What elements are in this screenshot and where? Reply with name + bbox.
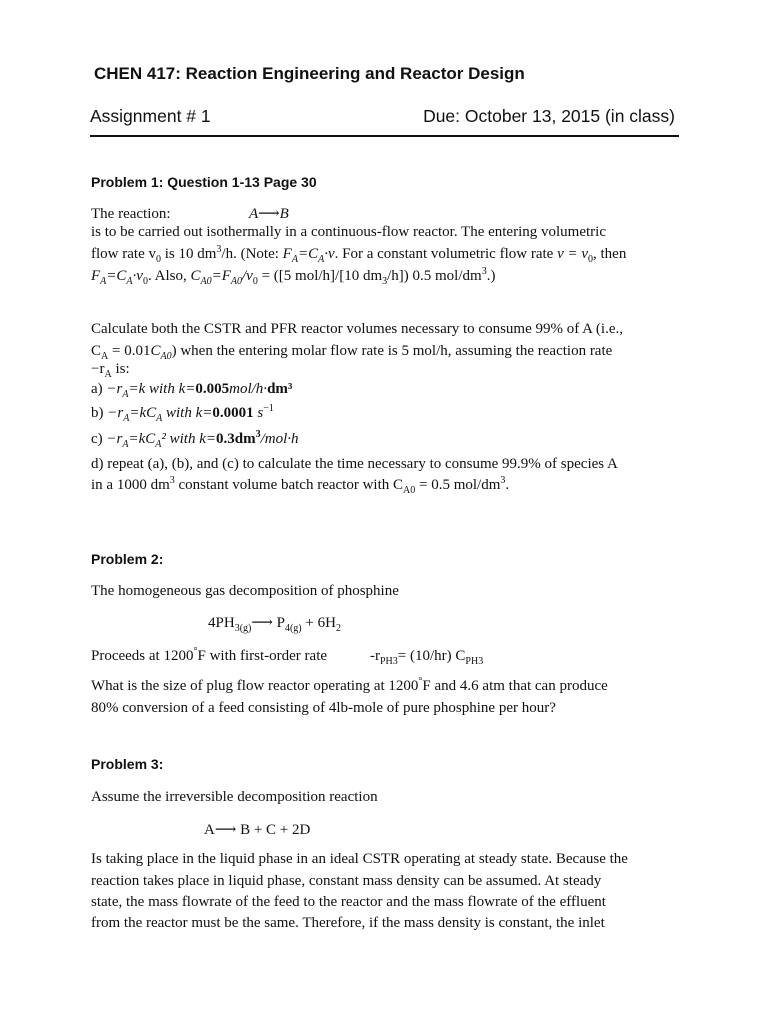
rate-option-d-line-2: in a 1000 $dm^3$ constant volume batch reactor with $C_{A0} = 0.5$ mol/$dm^3$. [91, 475, 510, 496]
course-title: CHEN 417: Reaction Engineering and Reactor Design [94, 64, 525, 83]
problem-2-question-line-2: 80% conversion of a feed consisting of 4lb-mole of pure phosphine per hour? [91, 700, 556, 716]
header-divider [90, 135, 679, 137]
due-date: Due: October 13, 2015 (in class) [423, 106, 675, 126]
problem-3-line-4: from the reactor must be the same. Therefore, if the mass density is constant, the inlet [91, 915, 605, 931]
rate-option-d-line-1: d) repeat (a), (b), and (c) to calculate the time necessary to consume 99.9% of species A [91, 456, 618, 472]
problem-3-line-2: reaction takes place in liquid phase, constant mass density can be assumed. At steady [91, 873, 602, 889]
problem-2-proceeds: Proceeds at 1200°F with first-order rate [91, 646, 328, 664]
problem-2-rate-law: $-r_{PH3}= (10/hr)$ $C_{PH3}$ [370, 648, 484, 667]
reaction-label: The reaction: [91, 206, 171, 222]
problem-1-para2-line-2: $C_A = 0.01C_{A0}$) when the entering molar flow rate is 5 mol/h, assuming the reaction rate [91, 343, 613, 362]
problem-2-question-line-1: What is the size of plug flow reactor operating at 1200°F and 4.6 atm that can produce [91, 676, 608, 694]
problem-1-para2-line-3: $-r_A$ is: [91, 361, 130, 380]
rate-option-a: $a) -r_A=k$ with k=0.005mol/h·dm³ [91, 381, 293, 400]
problem-3-line-3: state, the mass flowrate of the feed to the reactor and the mass flowrate of the effluent [91, 894, 606, 910]
problem-1-line-2: flow rate $v_0$ is 10 $dm^3/h$. (Note: $F_A=C_A\cdot v$. For a constant volumetric flow rate $v = v_0$, then [91, 244, 627, 265]
rate-option-c: $c) -r_A=kC_A^2$ with $k=0.3dm^3/mol\cdot h$ [91, 429, 299, 450]
phosphine-equation: $4PH_{3(g)}⟶$ $P_{4(g)} + 6H_2$ [208, 615, 341, 634]
decomposition-equation: A⟶ B + C + 2D [204, 822, 311, 838]
problem-3-line-1: Is taking place in the liquid phase in an ideal CSTR operating at steady state. Because the [91, 851, 628, 867]
reaction-equation: A⟶B [249, 206, 289, 222]
problem-2-intro: The homogeneous gas decomposition of phosphine [91, 583, 399, 599]
problem-1-para2-line-1: Calculate both the CSTR and PFR reactor volumes necessary to consume 99% of A (i.e., [91, 321, 623, 337]
problem-3-intro: Assume the irreversible decomposition reaction [91, 789, 378, 805]
problem-1-line-1: is to be carried out isothermally in a continuous-flow reactor. The entering volumetric [91, 224, 606, 240]
problem-1-line-3: $F_A=C_A\cdot v_0$. Also, $C_{A0}=F_{A0}/v_0 = ([5$ mol/h]/[10 $dm_3/h$]) 0.5 mol/$dm^3$.) [91, 266, 496, 287]
assignment-number: Assignment # 1 [90, 106, 211, 126]
rate-option-b: $b) -r_A=kC_A$ with k=0.0001 $s^{-1}$ [91, 403, 274, 424]
problem-3-heading: Problem 3: [91, 756, 164, 772]
problem-1-heading: Problem 1: Question 1-13 Page 30 [91, 174, 317, 190]
problem-2-heading: Problem 2: [91, 551, 164, 567]
